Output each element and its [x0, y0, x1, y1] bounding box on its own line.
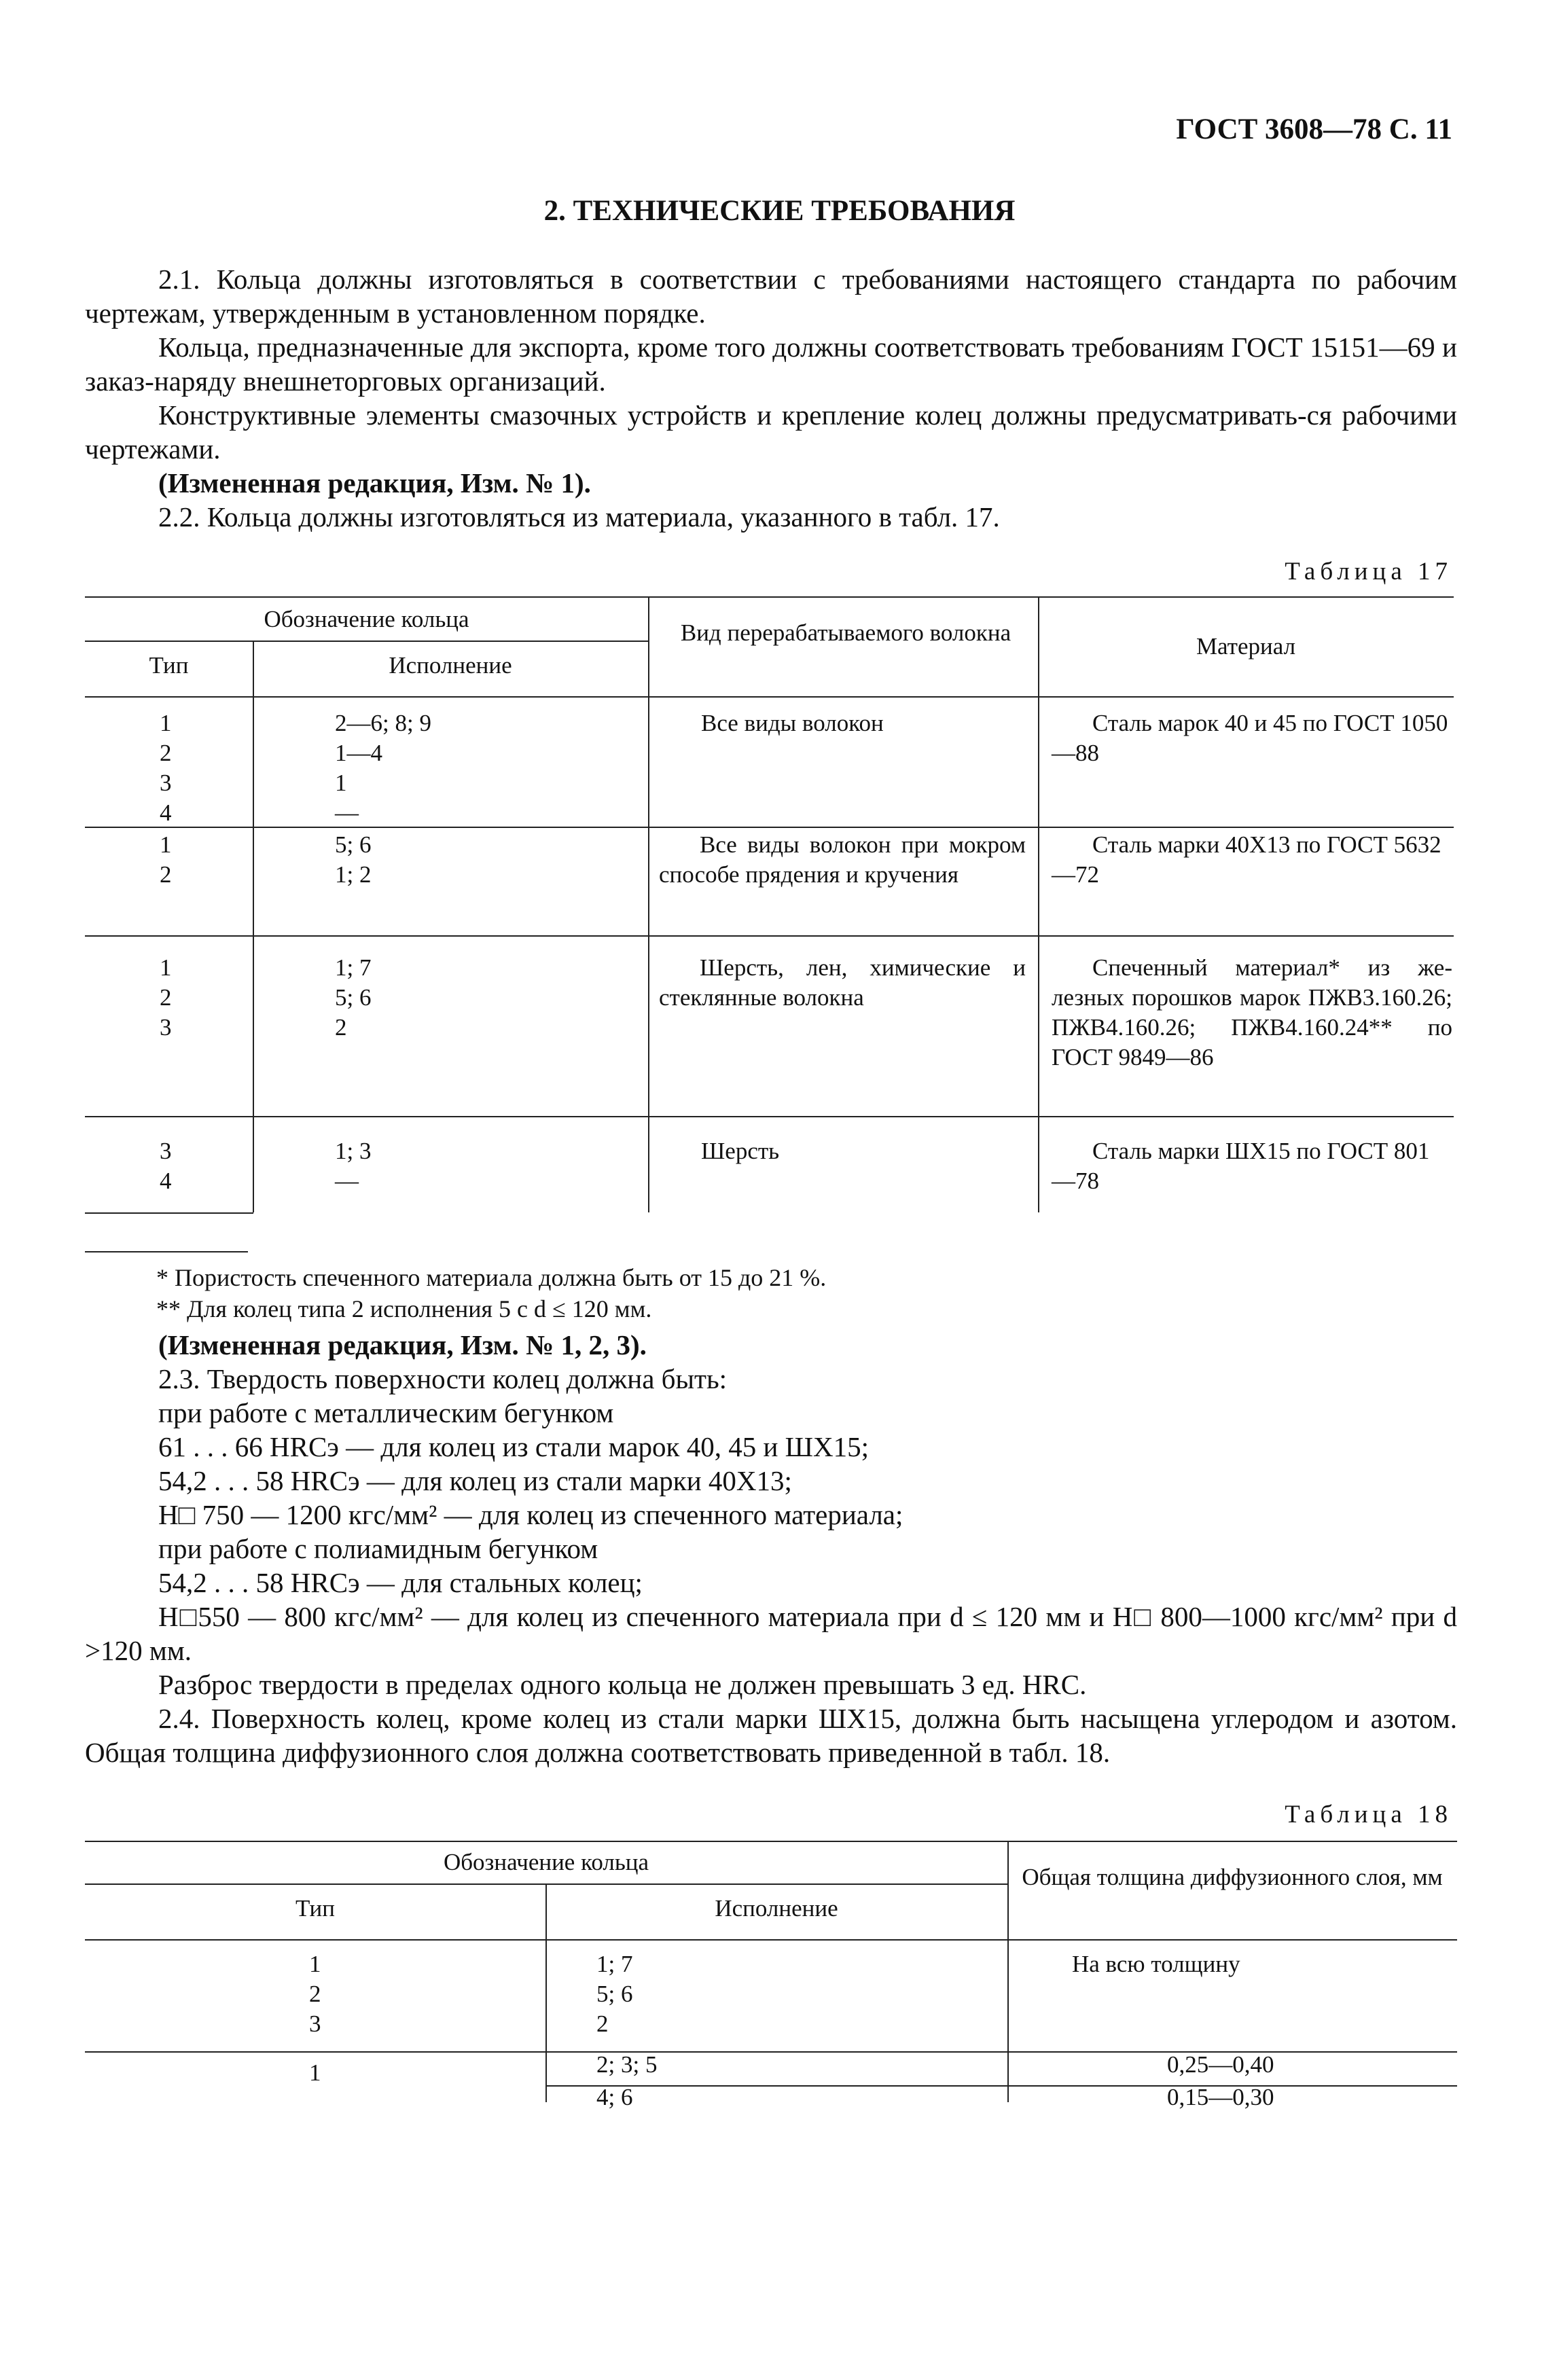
table-cell-value: 2: [160, 861, 172, 888]
table-cell-value: 3: [160, 1014, 172, 1041]
hardness-line-3: 54,2 . . . 58 HRCэ — для колец из стали марки 40Х13;: [158, 1465, 792, 1496]
table17-row1-fiber: Все виды волокон: [701, 710, 884, 736]
table-cell-value: —: [335, 1168, 359, 1194]
table17-row1-types: [160, 708, 172, 828]
paragraph-2-3: 2.3. Твердость поверхности колец должна быть:: [158, 1363, 728, 1394]
table-cell-value: 5; 6: [335, 831, 372, 858]
table-cell-value: 1: [160, 710, 172, 736]
table-cell-value: 1: [309, 1951, 321, 1977]
table-cell-value: 1: [335, 770, 347, 796]
table18-row2-version-b: 4; 6: [596, 2084, 633, 2110]
table-cell-value: 2: [309, 1981, 321, 2007]
table17-row3-versions: [335, 953, 371, 1043]
table-cell-value: —: [335, 799, 359, 826]
table18-caption: Таблица 18: [1285, 1801, 1452, 1828]
hardness-line-6: 54,2 . . . 58 HRCэ — для стальных колец;: [158, 1567, 643, 1598]
section-title: 2. ТЕХНИЧЕСКИЕ ТРЕБОВАНИЯ: [543, 195, 1016, 227]
table-rule-horizontal: [85, 641, 648, 642]
table18-thickness-header: Общая толщина диффузионного слоя, мм: [1022, 1864, 1443, 1890]
footnote-1: * Пористость спеченного материала должна быть от 15 до 21 %.: [156, 1264, 827, 1291]
table-cell-value: 1: [160, 831, 172, 858]
page-header: ГОСТ 3608—78 С. 11: [1176, 113, 1452, 145]
table17-row2-fiber: Все виды волокон при мокром способе прядения и кручения: [659, 831, 1026, 888]
table17-type-header: Тип: [149, 652, 189, 679]
hardness-line-5: при работе с полиамидным бегунком: [158, 1533, 598, 1564]
table-cell-value: 1; 7: [335, 954, 372, 981]
table-cell-value: 2: [596, 2011, 609, 2037]
table-rule-horizontal: [85, 1212, 253, 1214]
footnote-2: ** Для колец типа 2 исполнения 5 с d ≤ 120 мм.: [156, 1295, 652, 1322]
table-rule-horizontal: [85, 1116, 1454, 1117]
table17-row3-types: [160, 953, 172, 1043]
table-cell-value: 3: [160, 770, 172, 796]
table-rule-horizontal: [85, 696, 1454, 698]
amendment-note-1: (Измененная редакция, Изм. № 1).: [158, 467, 591, 499]
table-cell-value: 2: [160, 984, 172, 1011]
amendment-note-2: (Измененная редакция, Изм. № 1, 2, 3).: [158, 1329, 647, 1360]
table17-row4-material: Сталь марки ШХ15 по ГОСТ 801—78: [1052, 1138, 1430, 1194]
table-cell-value: 4: [160, 799, 172, 826]
table18-row2-thickness-a: 0,25—0,40: [1167, 2051, 1274, 2078]
table-rule-vertical: [253, 641, 254, 1212]
table18-row1-versions: [596, 1949, 632, 2039]
table17-row2-versions: [335, 830, 371, 890]
table17-row1-material: Сталь марок 40 и 45 по ГОСТ 1050—88: [1052, 710, 1448, 766]
table18-row1-types: [309, 1949, 321, 2039]
table-cell-value: 1—4: [335, 740, 382, 766]
table-rule-horizontal: [545, 2085, 1457, 2087]
table-rule-vertical: [1038, 596, 1039, 1212]
table-cell-value: 2: [335, 1014, 347, 1041]
table18-version-header: Исполнение: [715, 1895, 838, 1922]
table-cell-value: 2—6; 8; 9: [335, 710, 431, 736]
table18-row1-thickness: На всю толщину: [1072, 1951, 1240, 1977]
table-rule-horizontal: [85, 1939, 1457, 1941]
footnote-separator: [85, 1251, 248, 1252]
table-cell-value: 1; 2: [335, 861, 372, 888]
table-rule-horizontal: [85, 1841, 1457, 1842]
table17-row2-types: [160, 830, 172, 890]
paragraph-2-2: 2.2. Кольца должны изготовляться из материала, указанного в табл. 17.: [158, 501, 1000, 533]
table18-row2-version-a: 2; 3; 5: [596, 2051, 658, 2078]
table17-designation-header: Обозначение кольца: [264, 606, 469, 632]
table17-row4-fiber: Шерсть: [701, 1138, 780, 1164]
table18-row2-types: 1: [309, 2059, 321, 2086]
table-cell-value: 1; 7: [596, 1951, 633, 1977]
hardness-line-7: H□550 — 800 кгс/мм² — для колец из спеченного материала при d ≤ 120 мм и H□ 800—1000 кгс/мм² при d >120 мм.: [85, 1601, 1457, 1666]
table17-row2-material: Сталь марки 40Х13 по ГОСТ 5632—72: [1052, 831, 1441, 888]
paragraph-2-4: 2.4. Поверхность колец, кроме колец из стали марки ШХ15, должна быть насыщена углеродом и азотом. Общая толщина диффузионного слоя должна соответствовать приведенной в табл. 18.: [85, 1703, 1457, 1768]
paragraph-export: Кольца, предназначенные для экспорта, кроме того должны соответствовать требованиям ГОСТ 15151—69 и заказ-наряду внешнеторговых организаций.: [85, 331, 1457, 397]
table-rule-horizontal: [85, 827, 1454, 828]
table18-designation-header: Обозначение кольца: [443, 1849, 649, 1875]
table17-row4-types: [160, 1136, 172, 1196]
table-cell-value: 3: [160, 1138, 172, 1164]
table17-fiber-header: Вид перерабатываемого волокна: [680, 619, 1011, 646]
hardness-line-8: Разброс твердости в пределах одного кольца не должен превышать 3 ед. HRC.: [158, 1669, 1087, 1700]
table17-caption: Таблица 17: [1285, 558, 1452, 585]
table-rule-vertical: [648, 596, 649, 1212]
hardness-line-2: 61 . . . 66 HRCэ — для колец из стали марок 40, 45 и ШХ15;: [158, 1431, 870, 1462]
table18-row2-thickness-b: 0,15—0,30: [1167, 2084, 1274, 2110]
paragraph-construct: Конструктивные элементы смазочных устройств и крепление колец должны предусматривать-ся рабочими чертежами.: [85, 399, 1457, 465]
hardness-line-4: H□ 750 — 1200 кгс/мм² — для колец из спеченного материала;: [158, 1499, 903, 1530]
table-rule-horizontal: [85, 935, 1454, 937]
table17-version-header: Исполнение: [389, 652, 512, 679]
table-cell-value: 1: [160, 954, 172, 981]
table-cell-value: 5; 6: [596, 1981, 633, 2007]
table17-row3-fiber: Шерсть, лен, химические и стеклянные волокна: [659, 954, 1026, 1011]
hardness-line-1: при работе с металлическим бегунком: [158, 1397, 614, 1428]
table-cell-value: 4: [160, 1168, 172, 1194]
table17-row1-versions: [335, 708, 431, 828]
table-cell-value: 5; 6: [335, 984, 372, 1011]
table-rule-horizontal: [85, 596, 1454, 598]
table-cell-value: 1; 3: [335, 1138, 372, 1164]
table17-material-header: Материал: [1196, 633, 1296, 660]
table-cell-value: 2: [160, 740, 172, 766]
paragraph-2-1: 2.1. Кольца должны изготовляться в соответствии с требованиями настоящего стандарта по рабочим чертежам, утвержденным в установленном порядке.: [85, 264, 1457, 329]
table17-row4-versions: [335, 1136, 371, 1196]
table-cell-value: 3: [309, 2011, 321, 2037]
table17-row3-material: Спеченный материал* из же-лезных порошков марок ПЖВ3.160.26; ПЖВ4.160.26; ПЖВ4.160.24** по ГОСТ 9849—86: [1052, 954, 1452, 1070]
table18-type-header: Тип: [295, 1895, 335, 1922]
